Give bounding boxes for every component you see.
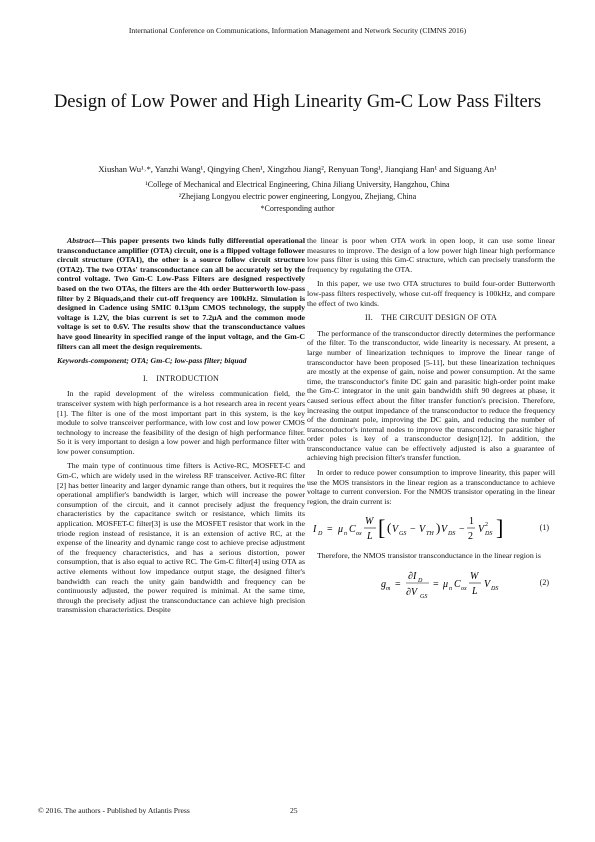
equation-1	[307, 511, 555, 545]
svg-text:∂I: ∂I	[408, 571, 417, 583]
svg-text:L: L	[367, 531, 373, 543]
intro-paragraph-1: In the rapid development of the wireless communication field, the transceiver system with high performance is a hot research area in recent years [1]. The filter is one of the most important part in this system, is the key module to solve transceiver performance, with low cost and low power CMOS technology to increase the feasibility of the design of high performance filter. So it is very important to design a low power and high performance filter with low power consumption.	[57, 389, 305, 456]
author-list: Xiushan Wu¹˒*, Yanzhi Wang¹, Qingying Chen¹, Xingzhou Jiang², Renyuan Tong¹, Jianqiang Han¹ and Siguang An¹	[98, 164, 497, 174]
svg-text:D: D	[318, 531, 323, 538]
svg-text:DS: DS	[491, 586, 499, 593]
right-paragraph-2: In this paper, we use two OTA structures to build four-order Butterworth low-pass filters respectively, whose cut-off frequency is 100kHz, and compare the effect of two kinds.	[307, 279, 555, 308]
svg-text:GS: GS	[399, 531, 407, 538]
abstract-label: Abstract—	[67, 236, 102, 245]
affiliation-2: ²Zhejiang Longyou electric power engineering, Longyou, Zhejiang, China	[178, 192, 417, 201]
svg-text:ox: ox	[356, 531, 362, 538]
svg-text:V: V	[484, 579, 491, 591]
equation-2-number: (2)	[539, 578, 549, 588]
svg-text:): )	[436, 520, 441, 536]
svg-text:[: [	[378, 515, 386, 541]
svg-text:m: m	[386, 586, 391, 593]
left-column	[57, 236, 305, 620]
svg-text:W: W	[470, 571, 479, 583]
svg-text:GS: GS	[420, 594, 428, 601]
svg-text:n: n	[449, 586, 452, 593]
svg-text:ox: ox	[461, 586, 467, 593]
conference-header: International Conference on Communications, Information Management and Network Security (CIMNS 2016)	[128, 26, 467, 35]
svg-text:C: C	[454, 579, 461, 591]
svg-text:V: V	[392, 524, 399, 536]
svg-text:V: V	[441, 524, 448, 536]
svg-text:(: (	[387, 520, 392, 536]
svg-text:∂V: ∂V	[406, 587, 418, 599]
affiliation-3: *Corresponding author	[260, 204, 335, 213]
svg-text:μ: μ	[443, 579, 449, 591]
svg-text:I: I	[313, 524, 317, 536]
svg-text:1: 1	[469, 516, 474, 528]
section-heading-ota: II. THE CIRCUIT DESIGN OF OTA	[365, 313, 497, 323]
svg-text:W: W	[365, 516, 374, 528]
svg-text:μ: μ	[338, 524, 344, 536]
equation-2-intro: Therefore, the NMOS transistor transconductance in the linear region is	[317, 551, 541, 561]
right-column	[307, 236, 555, 606]
svg-text:C: C	[349, 524, 356, 536]
svg-text:−: −	[459, 524, 465, 536]
svg-text:−: −	[410, 524, 416, 536]
svg-text:V: V	[419, 524, 426, 536]
svg-text:=: =	[433, 579, 439, 591]
svg-text:DS: DS	[448, 531, 456, 538]
copyright-footer: © 2016. The authors - Published by Atlantis Press	[38, 806, 190, 815]
svg-text:V: V	[478, 524, 485, 536]
svg-text:2: 2	[468, 531, 473, 543]
svg-text:=: =	[327, 524, 333, 536]
intro-paragraph-2: The main type of continuous time filters is Active-RC, MOSFET-C and Gm-C, which are widely used in the wireless RF transceiver. Active-RC filter [2] has better linearity and larger dynamic range than others, but it requires the operational amplifier's bandwidth is larger, which will increase the power consumption of the circuit, and it cannot precisely adjust the frequency characteristics by the capacitance switch or resistance, which limits its application. MOSFET-C filter[3] is use the MOSFET resistor that work in the triode region instead of resistance, it is an extension of active RC, at the expense of the linearity and dynamic range cost to achieve precise adjustment of the frequency characteristics, and has a serious distortion, power consumption, that is also equal to active RC. The Gm-C filter[4] using OTA as active elements without low impedance output stage, the designed filter's bandwidth can reach the unity gain bandwidth and frequency can be continuously adjusted, the power required is minimal. At the same time, through the precisely adjust the transconductance can achieve high precision transmission characteristics. Despite	[57, 461, 305, 615]
equation-2	[307, 566, 555, 600]
svg-text:D: D	[418, 578, 423, 585]
svg-text:n: n	[344, 531, 347, 538]
equation-2-graphic	[307, 566, 555, 600]
svg-text:g: g	[381, 579, 386, 591]
equation-1-graphic	[307, 511, 555, 545]
svg-text:]: ]	[496, 515, 504, 541]
abstract-text: This paper presents two kinds fully differential operational transconductance amplifier (OTA) circuit, one is a flipped voltage follower circuit structure (OTA1), the other is a source follow circuit structure (OTA2). The two OTAs' transconductance can all be accurately set by the control voltage. Two Gm-C Low-Pass Filters are designed respectively based on the two OTAs, the filters are the 4th order Butterworth low-pass filter by 2 Biquads,and their cut-off frequency are 100kHz. Simulation is designed in Cadence using SMIC 0.13μm CMOS technology, the supply voltage is 1.2V, the bias current is set to 7.2μA and the common mode voltage is set to 0.6V. The results show that the transconductance values have good linearity in specified range of the input voltage, and the Gm-C filters can all meet the design requirements.	[57, 236, 305, 351]
svg-text:L: L	[472, 586, 478, 598]
right-paragraph-1: the linear is poor when OTA work in open loop, it can use some linear measures to improve. The design of a low power high linear high performance low pass filter is using this Gm-C structure, which can precisely transform the frequency by regulating the OTA.	[307, 236, 555, 274]
svg-text:=: =	[395, 579, 401, 591]
ota-paragraph-2: In order to reduce power consumption to improve linearity, this paper will use the MOS transistors in the linear region as a transconductance to achieve voltage to current conversion. For the NMOS transistor operating in the linear region, the drain current is:	[307, 468, 555, 506]
paper-title: Design of Low Power and High Linearity Gm-C Low Pass Filters	[53, 92, 542, 112]
abstract	[57, 236, 305, 351]
svg-text:2: 2	[485, 522, 488, 529]
equation-1-number: (1)	[539, 523, 549, 533]
page-number: 25	[290, 806, 298, 815]
affiliation-1: ¹College of Mechanical and Electrical Engineering, China Jiliang University, Hangzhou, China	[145, 180, 450, 189]
keywords: Keywords-component; OTA; Gm-C; low-pass filter; biquad	[57, 356, 247, 366]
ota-paragraph-1: The performance of the transconductor directly determines the performance of the filter. To the transconductor, wide linearity is necessary. At present, a large number of linearization techniques to improve the linear range of transconductor have been proposed [5-11], but these linearization techniques are mostly at the expense of gain, noise and power consumption. At the same time, the transconductor's finite DC gain and parasitic high-order point make the Gm-C integrator in the unit gain bandwidth shift 90 degrees at phase, it caused serious effect about the filter transfer function's precision. Therefore, increasing the output impedance of the transconductor to reduce the frequency of the dominant pole, improving the DC gain, and reducing the number of transconductor's internal nodes to improve the transconductor parasitic higher order poles is key of a transconductor design[12]. In addition, the transconductance value can be effectively adjusted is also a guarantee of achieving high precision filter's transfer function.	[307, 328, 555, 463]
section-heading-introduction: I. INTRODUCTION	[142, 373, 220, 383]
svg-text:TH: TH	[426, 531, 434, 538]
svg-text:DS: DS	[485, 531, 493, 538]
